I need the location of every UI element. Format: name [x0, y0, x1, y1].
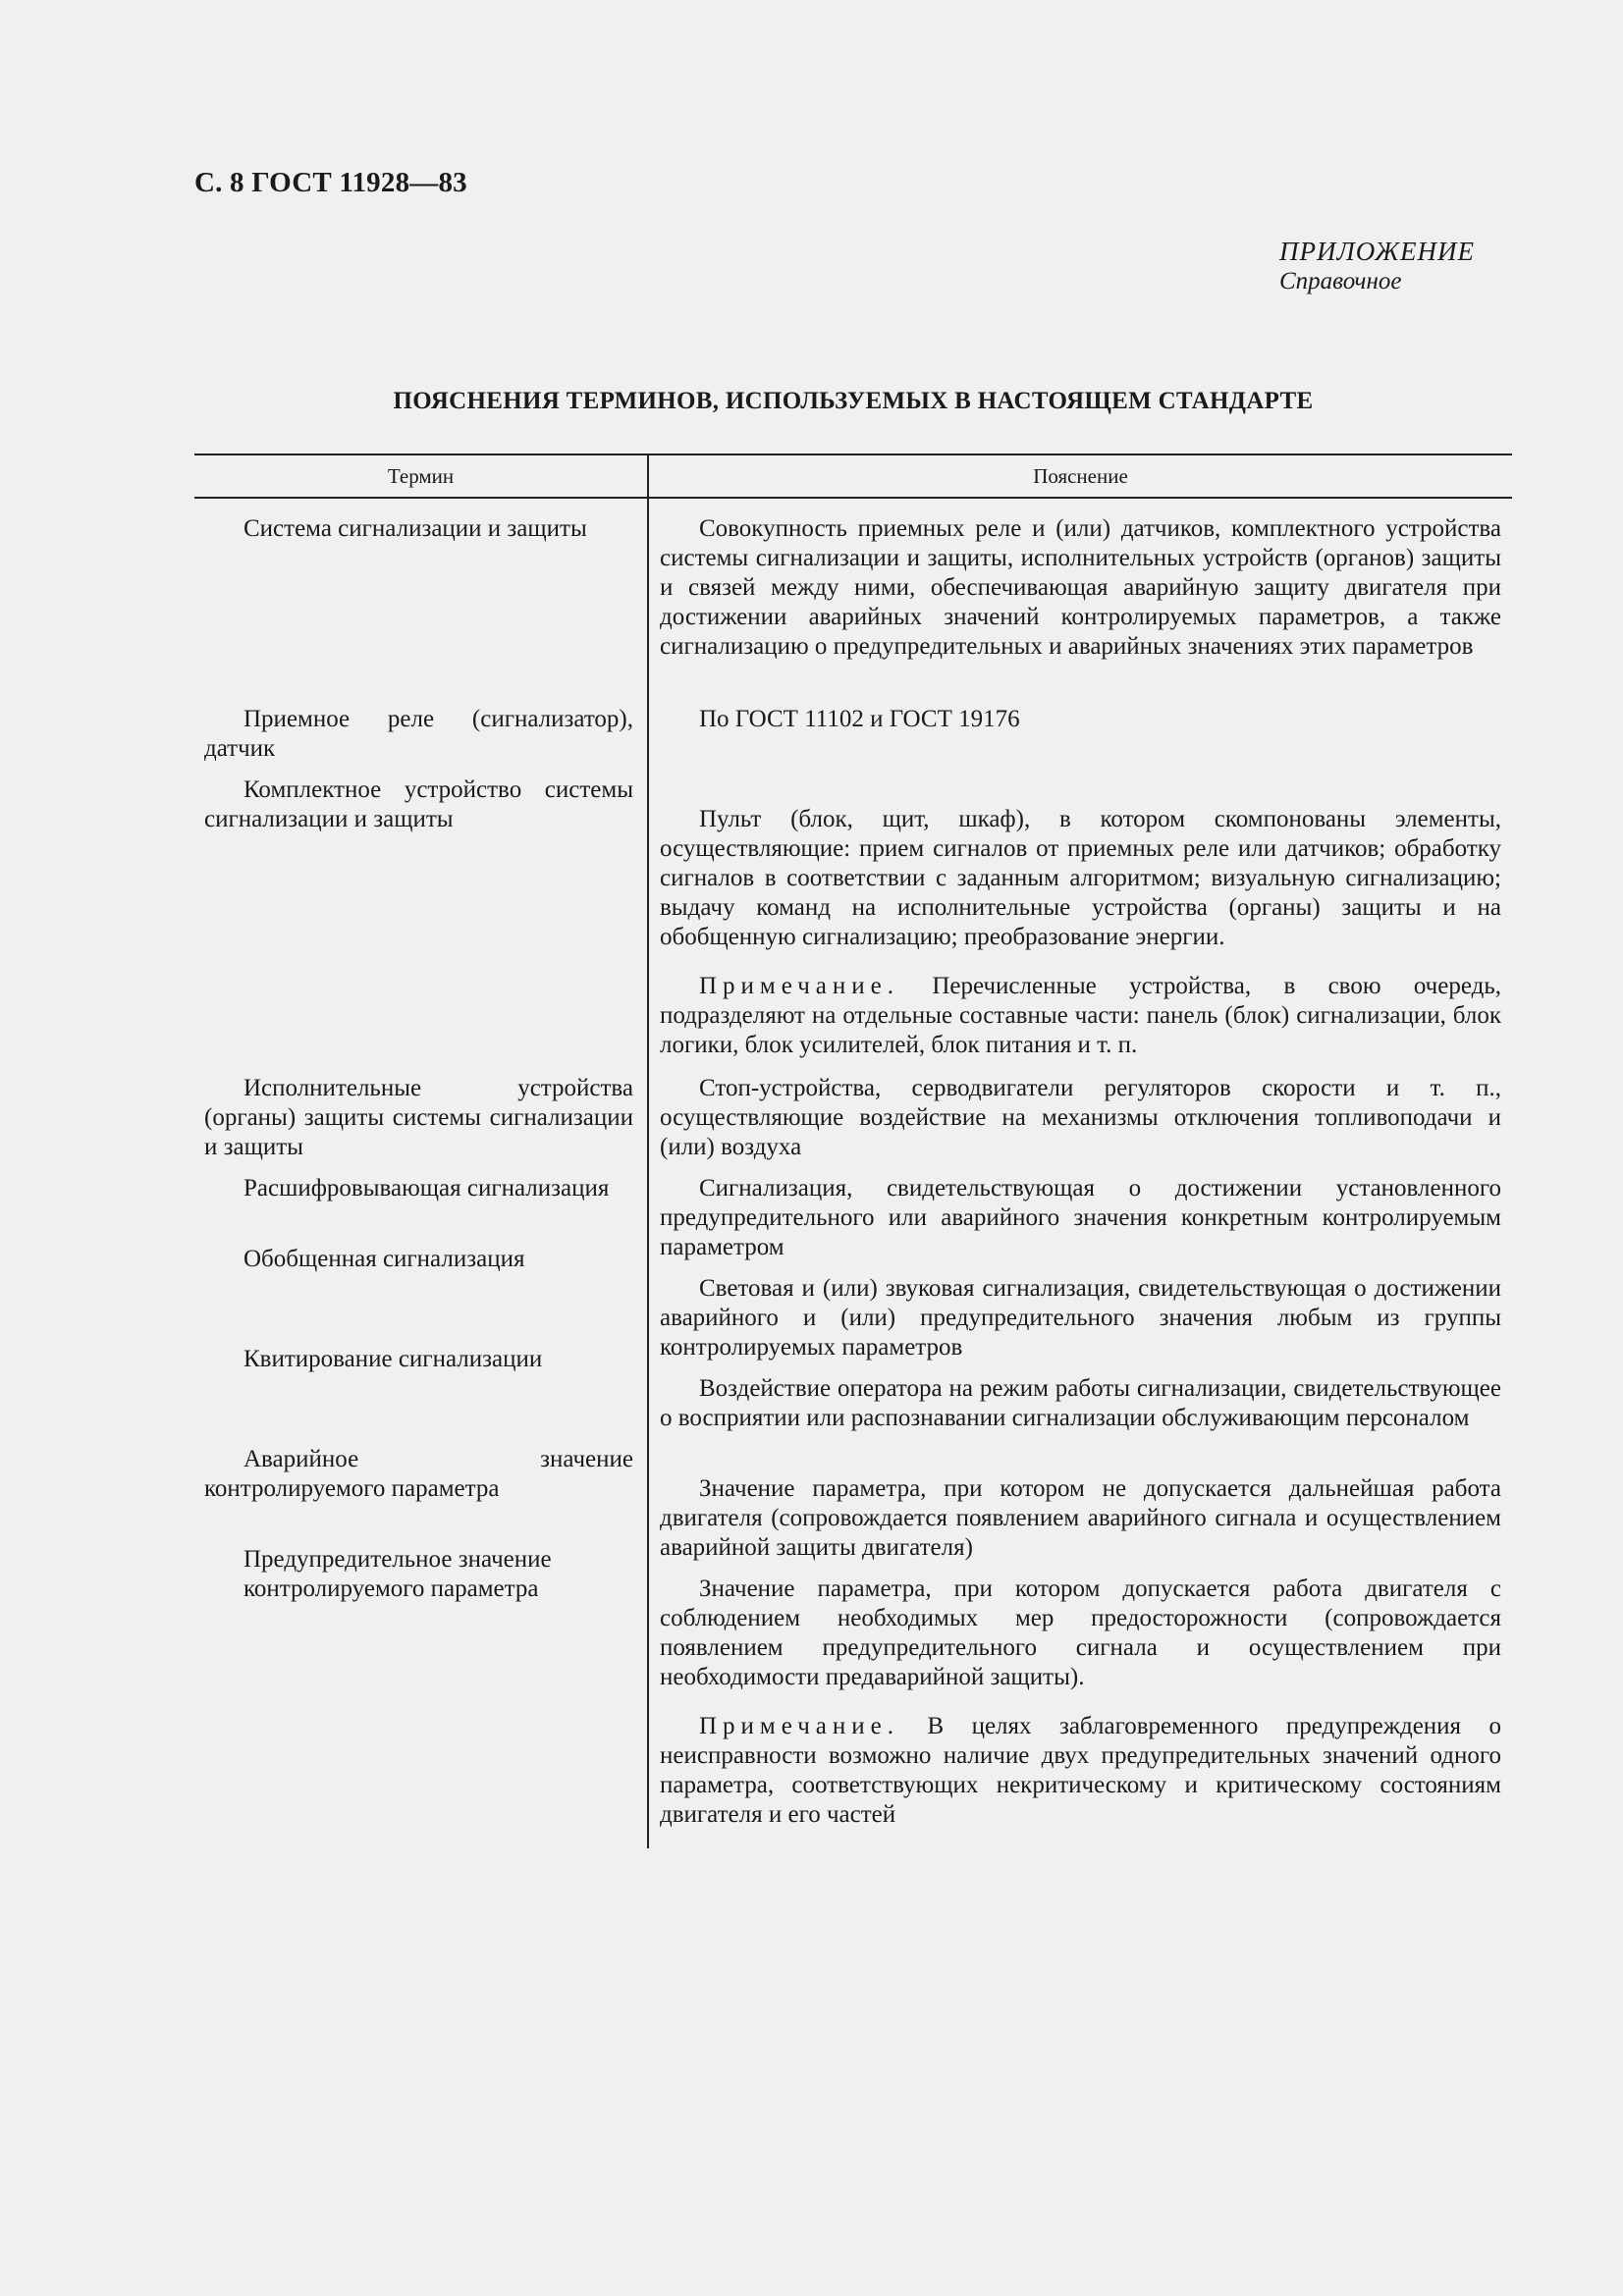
explanation-cell: Сигнализация, свидетельствующая о достижении установленного предупредительного или аварийного значения конкретным контролируемым параметром — [660, 1175, 1501, 1260]
term-cell: Расшифровывающая сигнализация — [243, 1175, 610, 1201]
term-cell: Обобщенная сигнализация — [243, 1246, 525, 1272]
explanation-cell: Значение параметра, при котором не допускается дальнейшая работа двигателя (сопровождается появлением аварийного сигнала и осуществлением аварийной защиты двигателя) — [660, 1475, 1501, 1561]
note-text: Перечисленные устройства, в свою очередь, подразделяют на отдельные составные части: панель (блок) сигнализации, блок логики, блок усилителей, блок питания и т. п. — [660, 973, 1501, 1058]
note-text: В целях заблаговременного предупреждения о неисправности возможно наличие двух предупредительных значений одного параметра, соответствующих некритическому и критическому состояниям двигателя и его частей — [660, 1713, 1501, 1828]
term-cell: Приемное реле (сигнализатор), датчик — [204, 706, 633, 762]
explanation-cell: Совокупность приемных реле и (или) датчиков, комплектного устройства системы сигнализации и защиты, исполнительных устройств (органов) защиты и связей между ними, обеспечивающая аварийную защиту двигателя при достижении аварийных значений контролируемых параметров, а также сигнализацию о предупредительных и аварийных значениях этих параметров — [660, 515, 1501, 660]
document-title: ПОЯСНЕНИЯ ТЕРМИНОВ, ИСПОЛЬЗУЕМЫХ В НАСТОЯЩЕМ СТАНДАРТЕ — [393, 388, 1314, 414]
term-cell: Исполнительные устройства (органы) защиты системы сигнализации и защиты — [204, 1075, 633, 1160]
explanation-cell: По ГОСТ 11102 и ГОСТ 19176 — [699, 706, 1020, 732]
explanation-cell: Световая и (или) звуковая сигнализация, свидетельствующая о достижении аварийного и (или) предупредительного значения любым из группы контролируемых параметров — [660, 1275, 1501, 1361]
term-cell: Комплектное устройство системы сигнализации и защиты — [204, 776, 633, 832]
appendix-label — [1279, 236, 1475, 296]
column-header-term: Термин — [194, 455, 649, 497]
note-label: Примечание. — [699, 973, 900, 999]
explanation-cell: Воздействие оператора на режим работы сигнализации, свидетельствующее о восприятии или распознавании сигнализации обслуживающим персоналом — [660, 1375, 1501, 1431]
appendix-type: Справочное — [1279, 268, 1402, 294]
term-cell: Система сигнализации и защиты — [243, 515, 587, 542]
table-body — [194, 499, 1512, 1848]
term-cell: Аварийное значение контролируемого параметра — [204, 1446, 633, 1502]
explanation-cell: Значение параметра, при котором допускается работа двигателя с соблюдением необходимых мер предосторожности (сопровождается появлением предупредительного сигнала и осуществлением при необходимости предаварийной защиты). — [660, 1575, 1501, 1690]
note-cell — [660, 972, 1501, 1060]
terms-table — [194, 454, 1512, 1848]
column-header-explanation: Пояснение — [1033, 464, 1128, 488]
note-label: Примечание. — [699, 1713, 900, 1739]
explanation-cell: Пульт (блок, щит, шкаф), в котором скомпонованы элементы, осуществляющие: прием сигналов от приемных реле или датчиков; обработку сигналов в соответствии с заданным алгоритмом; визуальную сигнализацию; выдачу команд на исполнительные устройства (органы) защиты и на обобщенную сигнализацию; преобразование энергии. — [660, 806, 1501, 950]
table-header — [194, 455, 1512, 499]
explanations-column — [649, 499, 1512, 1848]
term-cell: Предупредительное значение контролируемого параметра — [243, 1546, 552, 1602]
term-cell: Квитирование сигнализации — [243, 1346, 543, 1372]
page-header: С. 8 ГОСТ 11928—83 — [194, 167, 467, 198]
terms-column — [194, 499, 649, 1848]
appendix-title: ПРИЛОЖЕНИЕ — [1279, 237, 1475, 266]
note-cell — [660, 1712, 1501, 1830]
explanation-cell: Стоп-устройства, серводвигатели регуляторов скорости и т. п., осуществляющие воздействие на механизмы отключения топливоподачи и (или) воздуха — [660, 1075, 1501, 1160]
